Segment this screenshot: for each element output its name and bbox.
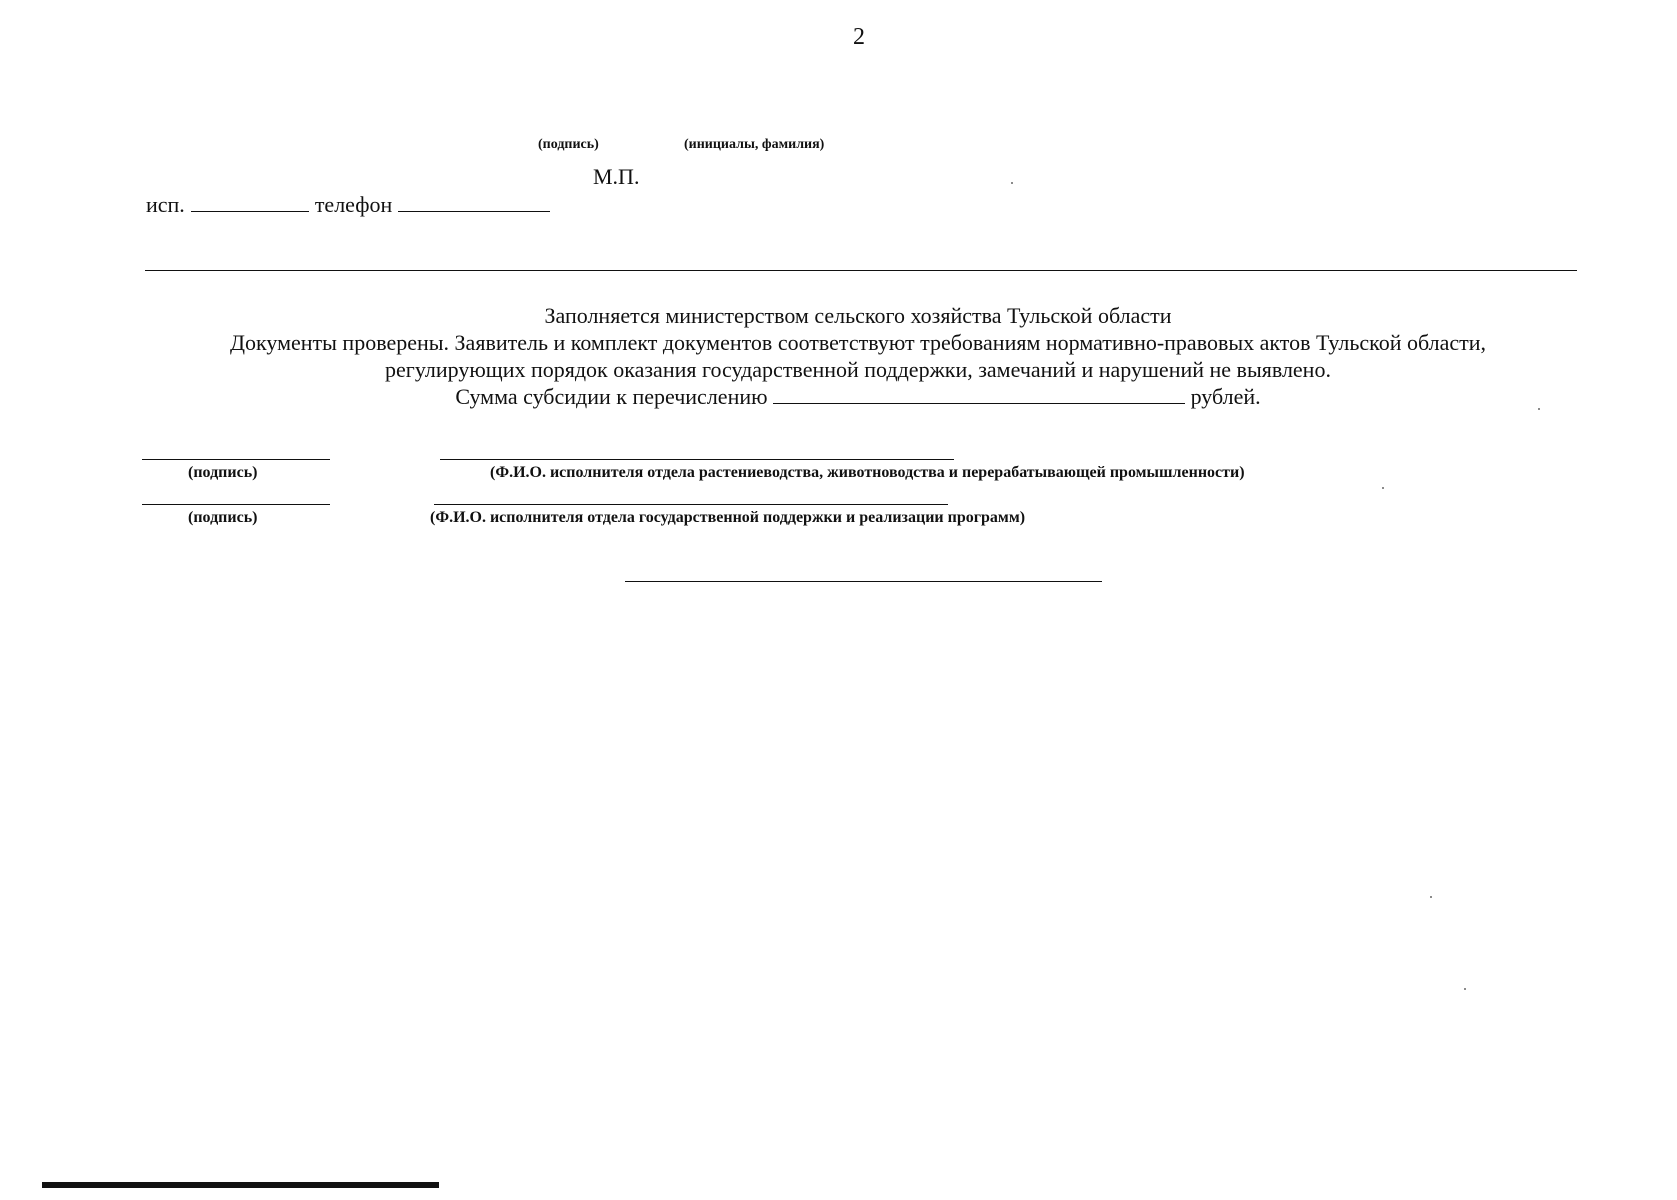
signature-line-2 [142,504,330,505]
scan-speck [1430,896,1432,898]
scan-speck [1538,408,1540,410]
signature-caption-1: (подпись) [188,464,258,481]
name-caption-2: (Ф.И.О. исполнителя отдела государственной поддержки и реализации программ) [430,509,1026,526]
scan-edge-bar [42,1182,439,1188]
stamp-place-mark: М.П. [593,164,640,189]
executor-blank [191,193,309,212]
subsidy-sum-blank [773,383,1185,404]
name-line-2 [434,504,948,505]
scan-speck [1011,182,1013,184]
subsidy-sum-label: Сумма субсидии к перечислению [455,384,768,409]
verification-line-2: регулирующих порядок оказания государственной поддержки, замечаний и нарушений не выявлено. [385,357,1331,382]
signature-caption-top: (подпись) [538,137,599,152]
phone-label: телефон [314,192,393,217]
phone-blank [398,193,550,212]
signature-line-1 [142,459,330,460]
name-caption-1: (Ф.И.О. исполнителя отдела растениеводства, животноводства и перерабатывающей промышленности) [490,464,1245,481]
ministry-verification-block [146,302,1570,410]
signature-caption-2: (подпись) [188,509,258,526]
name-line-1 [440,459,954,460]
closing-line [625,581,1102,582]
scan-speck [1464,988,1466,990]
subsidy-sum-unit: рублей. [1190,384,1261,409]
verification-line-1: Документы проверены. Заявитель и комплект документов соответствуют требованиям нормативно-правовых актов Тульской области, [229,330,1487,355]
executor-label: исп. [146,192,185,217]
subsidy-sum-row [146,383,1570,410]
section-divider [145,270,1577,271]
page-number: 2 [853,24,865,50]
scan-speck [1382,487,1384,489]
ministry-heading: Заполняется министерством сельского хозяйства Тульской области [544,303,1172,328]
contact-row [146,192,550,218]
initials-caption-top: (инициалы, фамилия) [684,137,825,152]
